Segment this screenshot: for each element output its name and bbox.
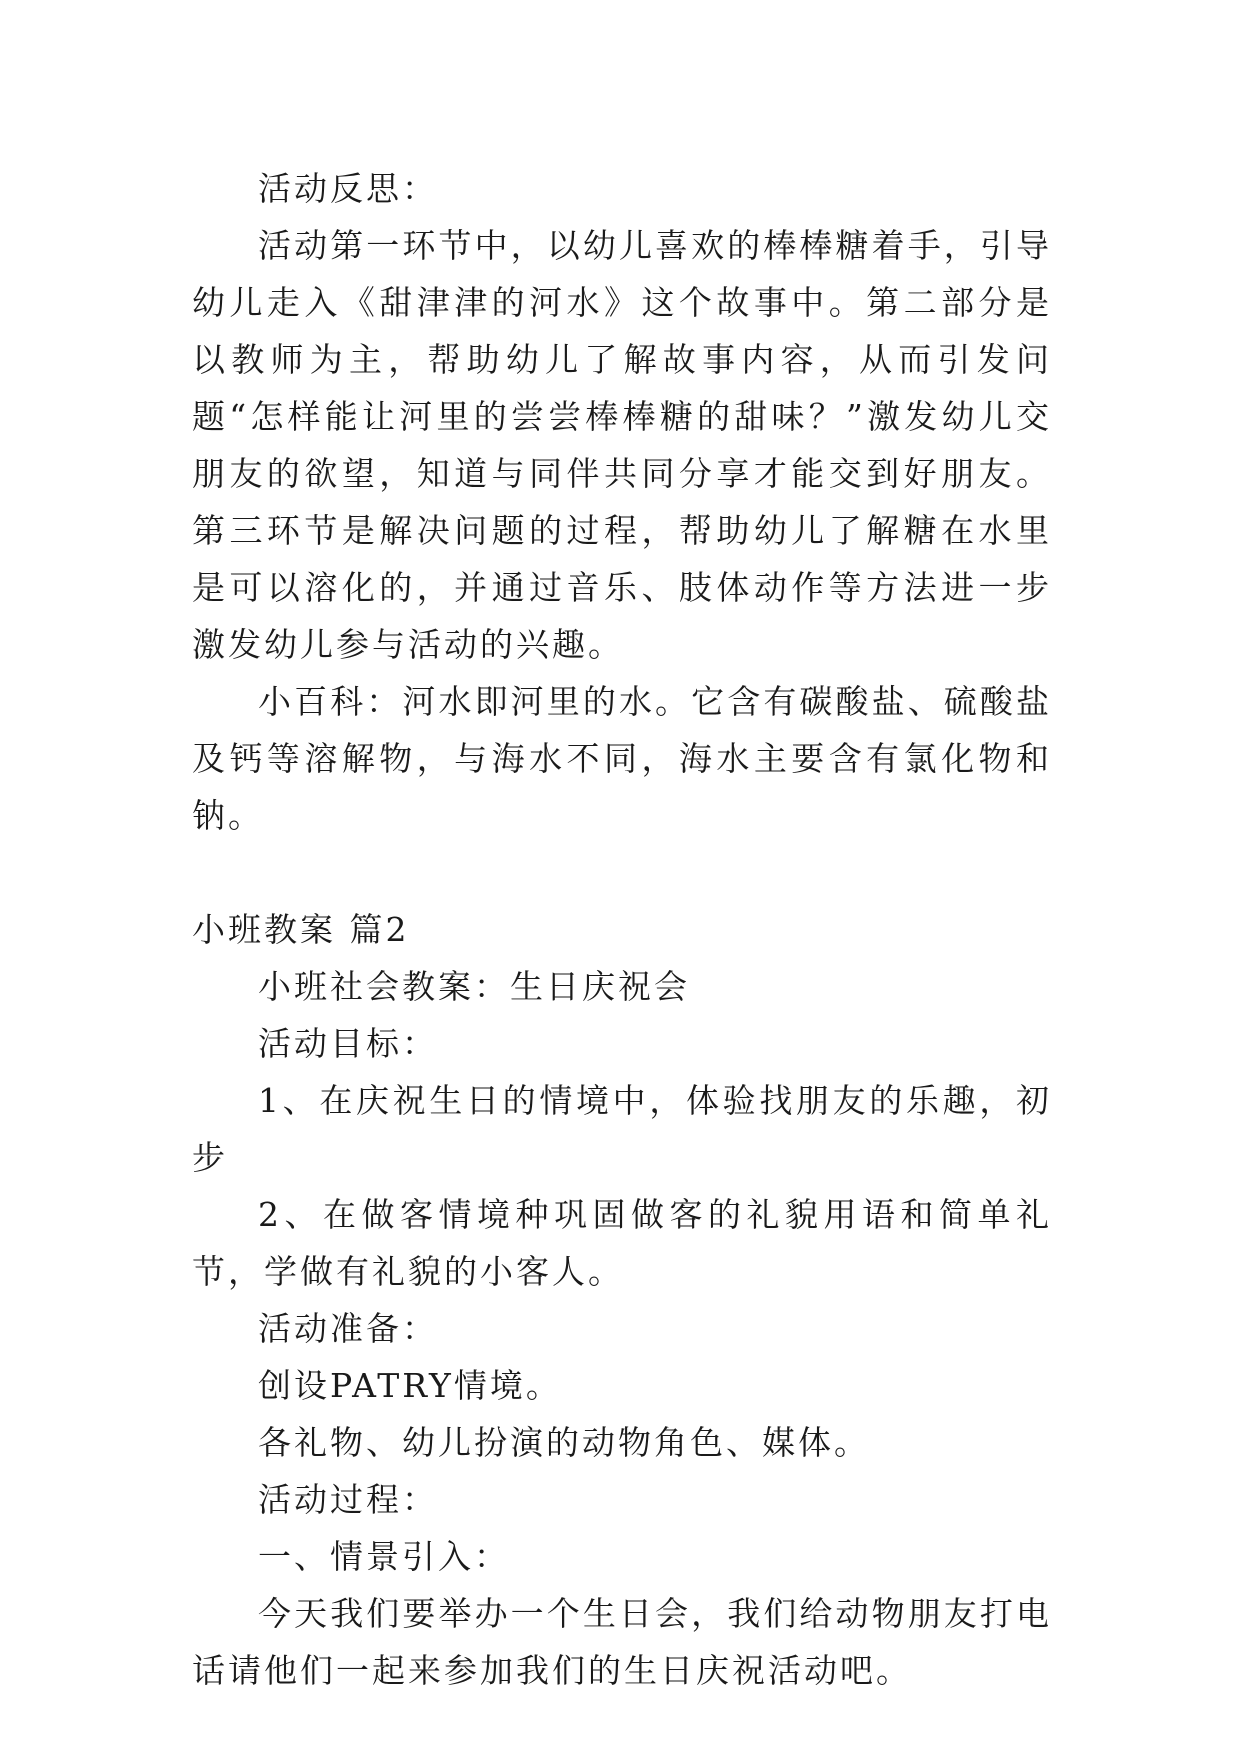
step-1-heading: 一、情景引入： [258, 1537, 510, 1576]
preparation-item-2: 各礼物、幼儿扮演的动物角色、媒体。 [258, 1423, 870, 1462]
goals-heading: 活动目标： [258, 1024, 438, 1063]
goal-item-1: 1、在庆祝生日的情境中，体验找朋友的乐趣，初步 [192, 1081, 1052, 1177]
reflection-paragraph: 活动第一环节中，以幼儿喜欢的棒棒糖着手，引导幼儿走入《甜津津的河水》这个故事中。第二部分是以教师为主，帮助幼儿了解故事内容，从而引发问题“怎样能让河里的尝尝棒棒糖的甜味？”激发幼儿交朋友的欲望，知道与同伴共同分享才能交到好朋友。第三环节是解决问题的过程，帮助幼儿了解糖在水里是可以溶化的，并通过音乐、肢体动作等方法进一步激发幼儿参与活动的兴趣。 [192, 226, 1052, 664]
encyclopedia-paragraph: 小百科：河水即河里的水。它含有碳酸盐、硫酸盐及钙等溶解物，与海水不同，海水主要含有氯化物和钠。 [192, 682, 1052, 835]
preparation-item-1: 创设PATRY情境。 [258, 1366, 562, 1405]
process-heading: 活动过程： [258, 1480, 438, 1519]
reflection-heading: 活动反思： [258, 169, 438, 208]
section-title: 小班教案 篇2 [192, 910, 410, 949]
document-content [192, 160, 1052, 1699]
goal-item-2: 2、在做客情境种巩固做客的礼貌用语和简单礼节，学做有礼貌的小客人。 [192, 1195, 1052, 1291]
step-1-paragraph: 今天我们要举办一个生日会，我们给动物朋友打电话请他们一起来参加我们的生日庆祝活动吧。 [192, 1594, 1052, 1690]
preparation-heading: 活动准备： [258, 1309, 438, 1348]
lesson-subtitle: 小班社会教案：生日庆祝会 [258, 967, 690, 1006]
section-spacer [192, 844, 1052, 901]
